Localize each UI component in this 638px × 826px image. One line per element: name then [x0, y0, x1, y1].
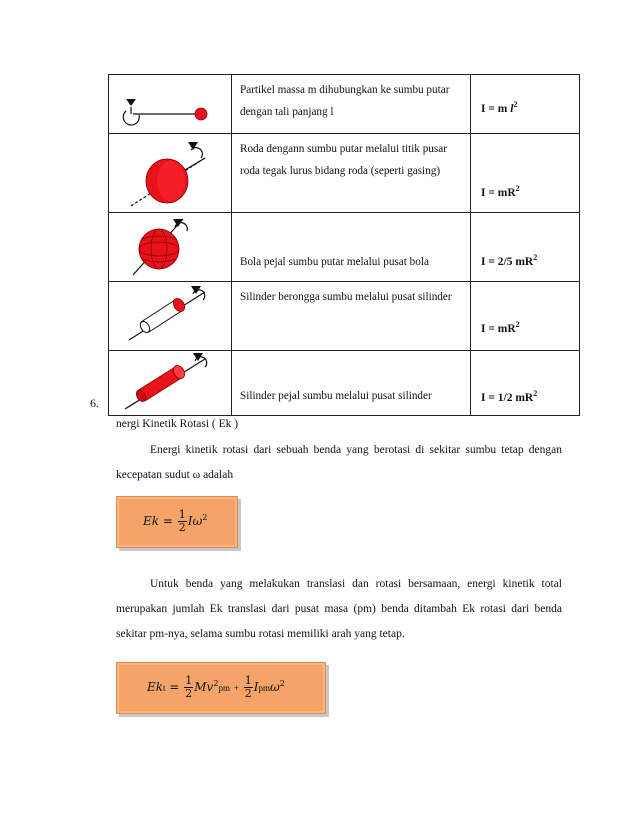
row-formula: I = m $l^2$ [481, 99, 518, 115]
figure-cell [109, 351, 232, 416]
row-formula: $I = mR^2$ [481, 320, 520, 335]
disc-icon [109, 134, 231, 212]
formula-cell [471, 134, 580, 213]
formula-cell [471, 75, 580, 134]
solid-sphere-icon [109, 213, 231, 281]
description-cell [232, 351, 471, 416]
table-row [109, 351, 580, 416]
paragraph-2 [116, 572, 562, 647]
row-description: Silinder berongga sumbu melalui pusat silinder [240, 291, 452, 303]
figure-cell [109, 282, 232, 351]
figure-cell [109, 134, 232, 213]
hollow-cylinder-icon [109, 282, 231, 350]
table-row [109, 134, 580, 213]
paragraph-2-text: Untuk benda yang melakukan translasi dan rotasi bersamaan, energi kinetik total merupakan jumlah Ek translasi dari pusat masa (pm) benda ditambah Ek rotasi dari benda sekitar pm-nya, selama sumbu rotasi memiliki arah yang tetap. [116, 578, 562, 640]
description-cell [232, 134, 471, 213]
formula-cell [471, 213, 580, 282]
section-heading: nergi Kinetik Rotasi ( Ek ) [116, 418, 239, 430]
figure-cell [109, 213, 232, 282]
formula-cell [471, 351, 580, 416]
figure-cell [109, 75, 232, 134]
table-row [109, 75, 580, 134]
moment-of-inertia-table [108, 74, 580, 416]
description-cell [232, 75, 471, 134]
row-formula: I = 1/2 $mR^2$ [481, 389, 538, 404]
equation-1: Ek = $\frac{1}{2}$ $I\omega^2$ [143, 508, 208, 534]
particle-on-string-icon [109, 75, 231, 133]
row-description: Silinder pejal sumbu melalui pusat silinder [240, 390, 432, 402]
description-cell [232, 282, 471, 351]
equation-box-2 [116, 662, 326, 714]
section-number: 6. [90, 396, 99, 410]
row-description: Partikel massa m dihubungkan ke sumbu putar dengan tali panjang l [240, 84, 450, 118]
equation-box-1 [116, 496, 238, 548]
equation-2: Ekt = $\frac{1}{2}$ Mv$^2$pm + $\frac{1}{2}$ Ipmω$^2$ [147, 674, 285, 700]
table-row [109, 282, 580, 351]
paragraph-1-text: Energi kinetik rotasi dari sebuah benda yang berotasi di sekitar sumbu tetap dengan kecepatan sudut ω adalah [116, 444, 562, 481]
formula-cell [471, 282, 580, 351]
row-description: Bola pejal sumbu putar melalui pusat bola [240, 256, 429, 268]
paragraph-1 [116, 438, 562, 488]
row-formula: I = 2/5 $mR^2$ [481, 253, 538, 268]
table-row [109, 213, 580, 282]
row-description: Roda dengann sumbu putar melalui titik pusar roda tegak lurus bidang roda (seperti gasing) [240, 143, 447, 177]
solid-cylinder-icon [109, 351, 231, 415]
row-formula: $I = mR^2$ [481, 184, 520, 199]
description-cell [232, 213, 471, 282]
